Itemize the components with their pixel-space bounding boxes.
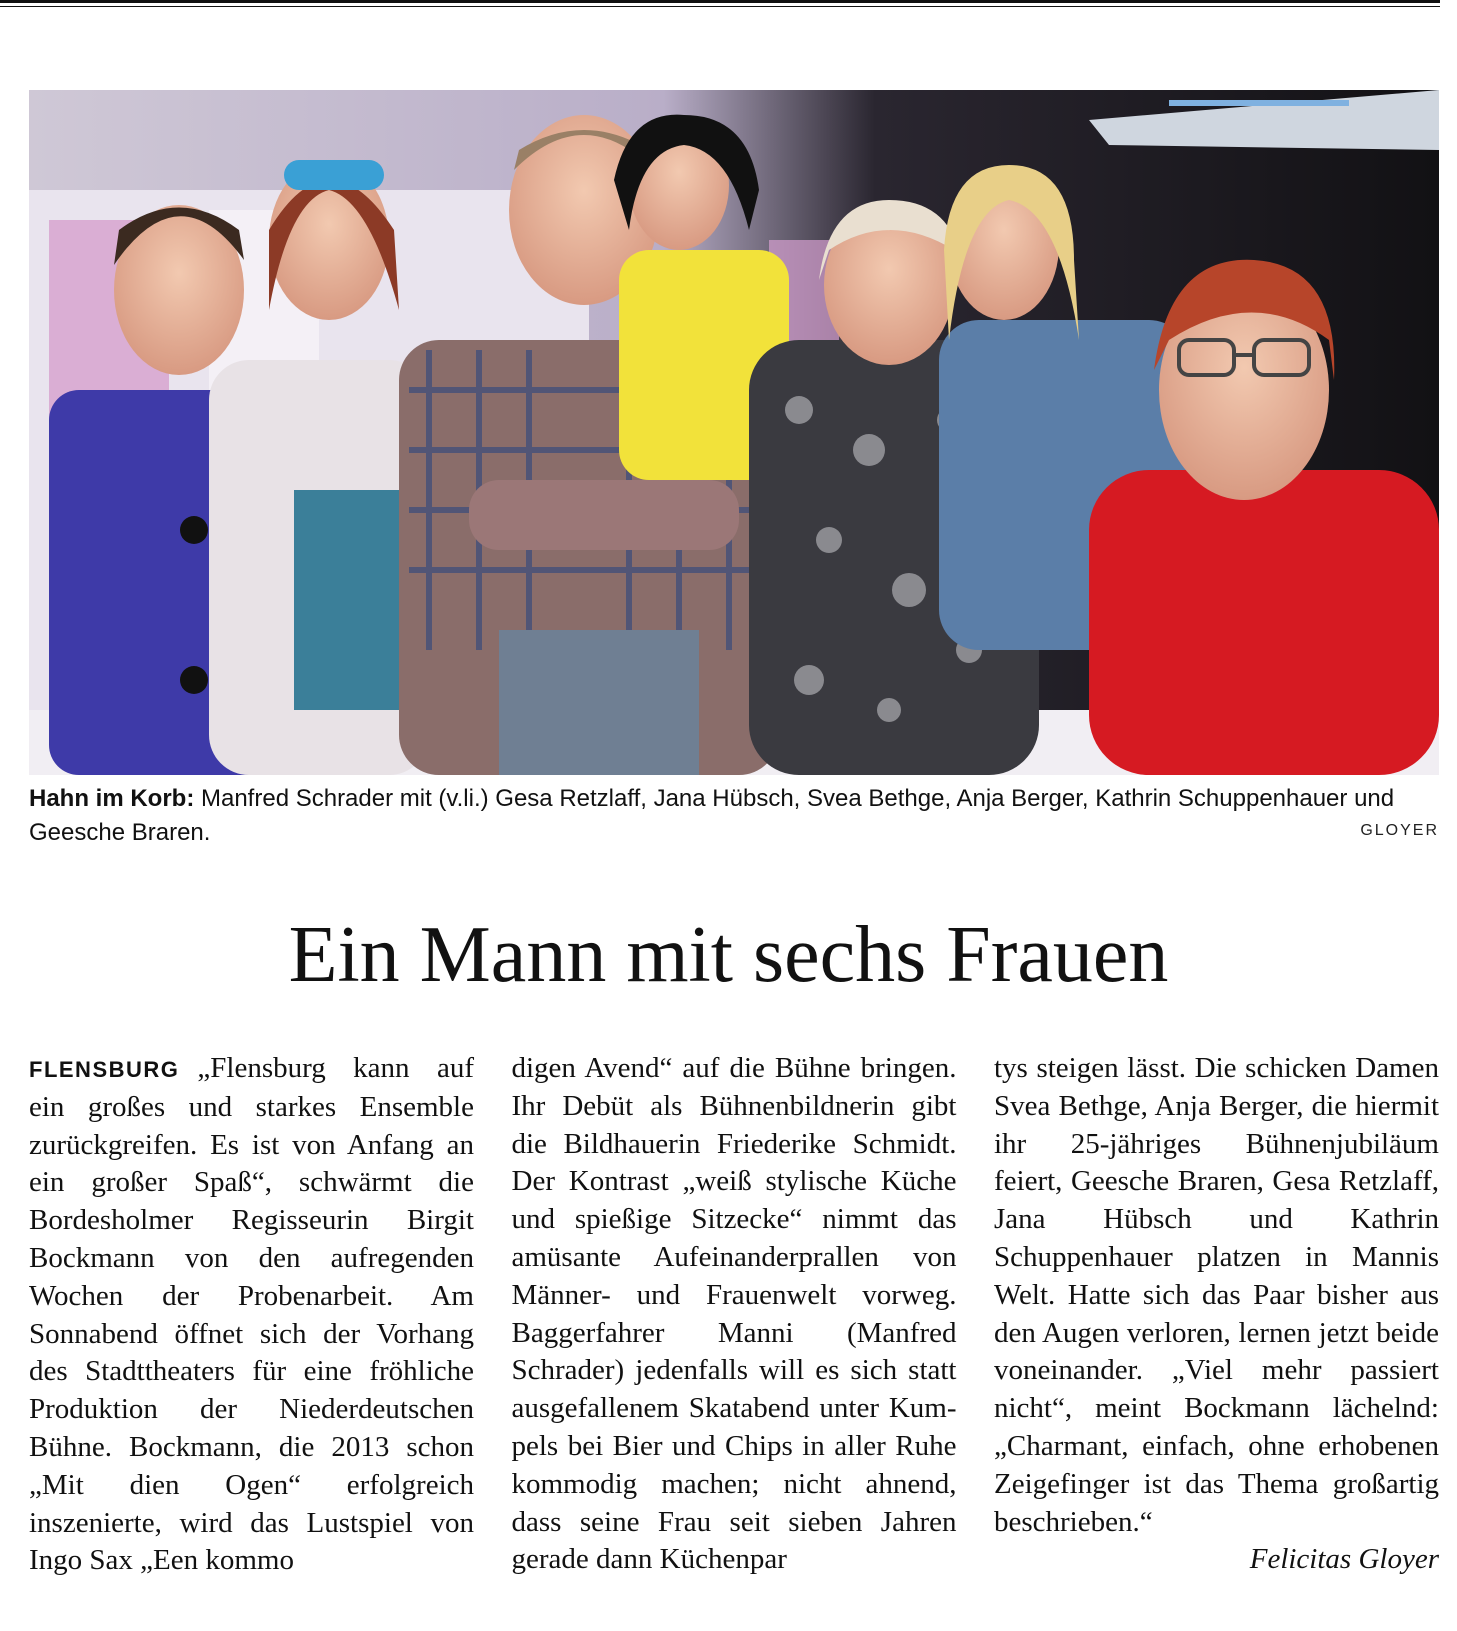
column-1-text: „Flensburg kann auf ein großes und starkes Ensemble zurückgreifen. Es ist von Anfang an ein großer Spaß“, schwärmt die Bordesholmer Regisseurin Birgit Bockmann von den aufregenden Wochen der Probenarbeit. Am Sonnabend öffnet sich der Vorhang des Stadttheaters für eine fröhliche Produktion der Niederdeutschen Bühne. Bockmann, die 2013 schon „Mit dien Ogen“ erfolgreich inszenierte, wird das Lustspiel von Ingo Sax „Een kommo <box>29 1052 474 1577</box>
author-byline: Felicitas Gloyer <box>1249 1543 1439 1576</box>
top-rule <box>0 0 1440 3</box>
caption-text: Manfred Schrader mit (v.li.) Gesa Retzlaff, Jana Hübsch, Svea Bethge, Anja Berger, Kathrin Schuppenhauer und Geesche Braren. <box>29 785 1395 846</box>
headline: Ein Mann mit sechs Frauen <box>288 911 1169 999</box>
column-2-text: digen Avend“ auf die Bühne bringen. Ihr Debüt als Bühnenbildnerin gibt die Bildhauerin Friederike Schmidt. Der Kontrast „weiß stylische Küche und spießige Sitzecke“ nimmt das amüsante Aufeinanderprallen von Männer- und Frauenwelt vorweg. Baggerfahrer Manni (Manfred Schrader) jedenfalls will es sich statt ausgefallenem Skatabend unter Kumpels bei Bier und Chips in aller Ruhe kommodig machen; nicht ahnend, dass seine Frau seit sieben Jahren gerade dann Küchenpar <box>511 1052 957 1576</box>
caption-lead: Hahn im Korb: <box>29 785 195 812</box>
article-column-1 <box>29 1050 474 1580</box>
photo-caption <box>29 782 1439 850</box>
article-body <box>29 1050 1439 1580</box>
column-3-text: tys steigen lässt. Die schicken Damen Svea Bethge, Anja Berger, die hiermit ihr 25-jähriges Bühnenjubiläum feiert, Geesche Braren, Gesa Retzlaff, Jana Hübsch und Kathrin Schuppenhauer platzen in Mannis Welt. Hatte sich das Paar bisher aus den Augen verloren, lernen jetzt beide voneinander. „Viel mehr passiert nicht“, meint Bockmann lächelnd: „Charmant, einfach, ohne erhobenen Zeigefinger ist das Thema großartig beschrieben.“ <box>994 1052 1439 1538</box>
article-photo <box>29 90 1439 775</box>
article-column-3 <box>994 1050 1439 1580</box>
photo-illustration <box>29 90 1439 775</box>
article-column-2 <box>512 1050 957 1580</box>
top-rule-thin <box>0 6 1440 7</box>
dateline: FLENSBURG <box>29 1057 180 1082</box>
photo-credit: GLOYER <box>1360 822 1439 839</box>
